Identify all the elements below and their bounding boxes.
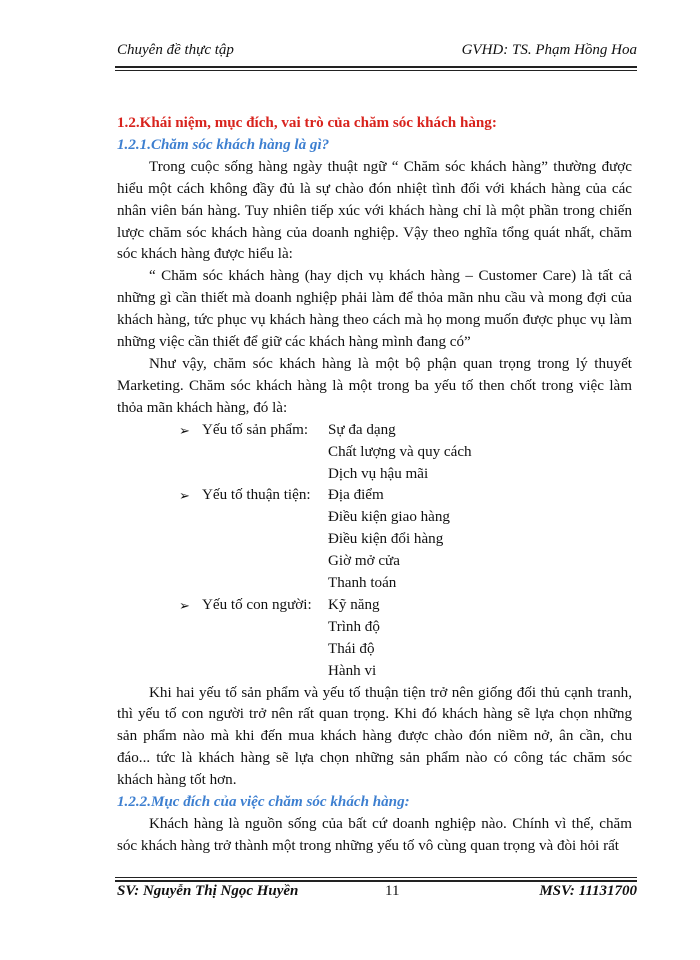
footer-rule-thin (115, 877, 637, 878)
header-course: Chuyên đề thực tập (117, 42, 234, 58)
factor-item: Địa điểm (328, 487, 384, 504)
factor-item: Giờ mở cửa (328, 553, 400, 570)
factor-label: Yếu tố con người: (202, 596, 312, 613)
header-advisor: GVHD: TS. Phạm Hồng Hoa (461, 42, 637, 58)
footer-student: SV: Nguyễn Thị Ngọc Huyền (117, 883, 299, 899)
factor-item: Điều kiện giao hàng (328, 509, 450, 526)
factor-group-people (117, 595, 632, 683)
factor-item: Kỹ năng (328, 596, 380, 613)
factor-item: Hành vi (328, 662, 377, 679)
page-body (117, 113, 632, 858)
definition-quote: “ Chăm sóc khách hàng (hay dịch vụ khách hàng – Customer Care) là tất cả những gì cần thiết mà doanh nghiệp phải làm để thỏa mãn nhu cầu và mong đợi của khách hàng, tức phục vụ khách hàng theo cách mà họ mong muốn được phục vụ làm những việc cần thiết để giữ các khách hàng mình đang có” (117, 268, 632, 351)
factor-item: Thanh toán (328, 575, 397, 592)
paragraph-1: Trong cuộc sống hàng ngày thuật ngữ “ Chăm sóc khách hàng” thường được hiểu một cách không đầy đủ là sự chào đón nhiệt tình đối với khách hàng của các nhân viên bán hàng. Tuy nhiên tiếp xúc với khách hàng chỉ là một phần trong chiến lược chăm sóc khách hàng của doanh nghiệp. Vậy theo nghĩa tổng quát nhất, chăm sóc khách hàng được hiểu là: (117, 158, 632, 263)
subsection-title-1: 1.2.1.Chăm sóc khách hàng là gì? (117, 136, 330, 153)
paragraph-2: Như vậy, chăm sóc khách hàng là một bộ phận quan trọng trong lý thuyết Marketing. Chăm sóc khách hàng là một trong ba yếu tố then chốt trong việc làm thỏa mãn khách hàng, đó là: (117, 355, 632, 416)
section-title: 1.2.Khái niệm, mục đích, vai trò của chăm sóc khách hàng: (117, 115, 497, 131)
arrowhead-bullet-icon: ➢ (179, 422, 190, 438)
factor-label: Yếu tố sản phẩm: (202, 421, 309, 438)
header-rule-thick (115, 66, 637, 68)
factor-item: Chất lượng và quy cách (328, 443, 472, 460)
factor-item: Điều kiện đổi hàng (328, 531, 444, 548)
factor-item: Sự đa dạng (328, 421, 396, 438)
factor-item: Trình độ (328, 618, 380, 635)
factor-item: Dịch vụ hậu mãi (328, 465, 429, 482)
subsection-title-2: 1.2.2.Mục đích của việc chăm sóc khách hàng: (117, 794, 410, 811)
paragraph-3: Khi hai yếu tố sản phẩm và yếu tố thuận tiện trở nên giống đối thủ cạnh tranh, thì yếu tố con người trở nên rất quan trọng. Khi đó khách hàng sẽ lựa chọn những sản phẩm nào mà khi đến mua khách hàng được chào đón niềm nở, ân cần, chu đáo... tức là khách hàng sẽ lựa chọn những sản phẩm nào có công tác chăm sóc khách hàng tốt hơn. (117, 684, 632, 789)
footer-student-id: MSV: 11131700 (539, 883, 637, 899)
paragraph-4: Khách hàng là nguồn sống của bất cứ doanh nghiệp nào. Chính vì thế, chăm sóc khách hàng trở thành một trong những yếu tố vô cùng quan trọng và đòi hỏi rất (117, 816, 632, 854)
arrowhead-bullet-icon: ➢ (179, 488, 190, 504)
page-header (117, 40, 637, 64)
page-number: 11 (385, 883, 400, 899)
factor-label: Yếu tố thuận tiện: (202, 487, 311, 504)
header-rule-thin (115, 70, 637, 71)
footer-rule-thick (115, 880, 637, 882)
factor-item: Thái độ (328, 640, 375, 657)
page-footer (117, 883, 637, 905)
factor-group-convenience (117, 485, 632, 595)
factor-group-product (117, 420, 632, 486)
arrowhead-bullet-icon: ➢ (179, 597, 190, 613)
